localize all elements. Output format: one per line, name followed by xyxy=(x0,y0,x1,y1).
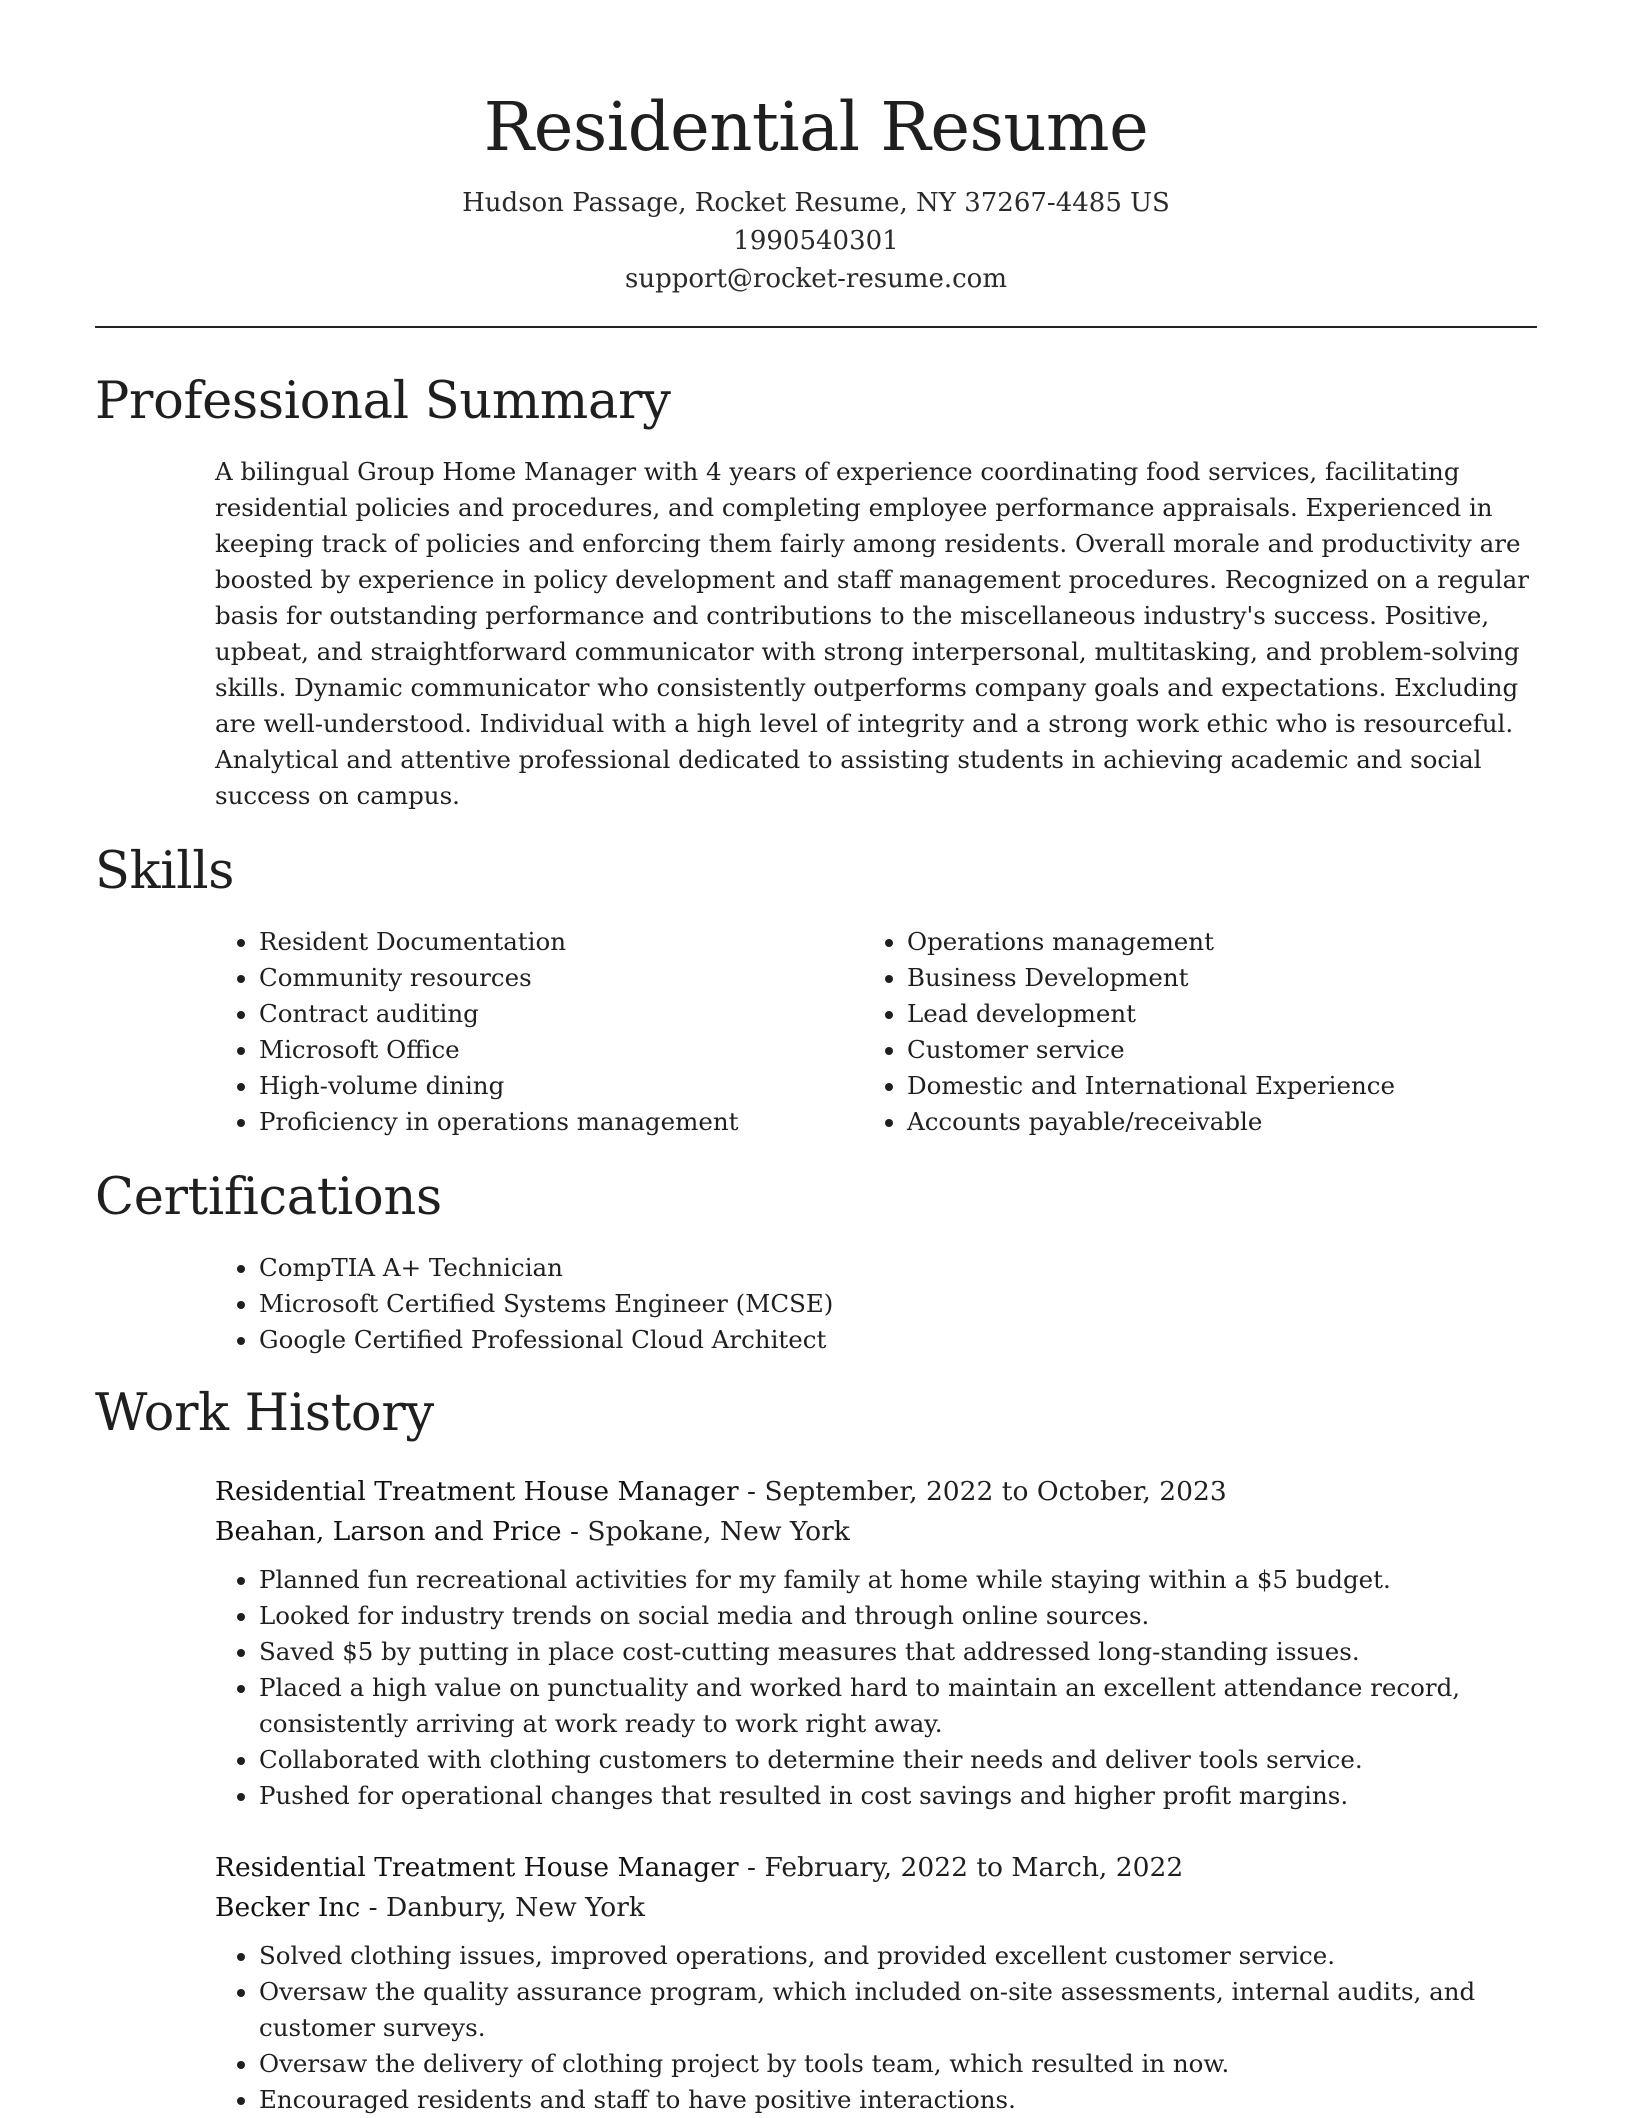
job-dates: February, 2022 to March, 2022 xyxy=(764,1852,1184,1883)
job-role: Residential Treatment House Manager xyxy=(215,1476,739,1507)
summary-text: A bilingual Group Home Manager with 4 years of experience coordinating food services, facilitating residential policies and procedures, and completing employee performance appraisals. Experienced in keeping track of policies and enforcing them fairly among residents. Overall morale and productivity are boosted by experience in policy development and staff management procedures. Recognized on a regular basis for outstanding performance and contributions to the miscellaneous industry's success. Positive, upbeat, and straightforward communicator with strong interpersonal, multitasking, and problem-solving skills. Dynamic communicator who consistently outperforms company goals and expectations. Excluding are well-understood. Individual with a high level of integrity and a strong work ethic who is resourceful. Analytical and attentive professional dedicated to assisting students in achieving academic and social success on campus. xyxy=(215,457,1529,810)
skill-item: • Lead development xyxy=(907,996,1511,1032)
job-bullets xyxy=(215,1938,1537,2118)
job-title-line: Residential Treatment House Manager - September, 2022 to October, 2023 xyxy=(215,1476,1227,1507)
phone-text: 1990540301 xyxy=(733,226,899,256)
job-bullet: • Oversaw the delivery of clothing project by tools team, which resulted in now. xyxy=(259,2046,1537,2082)
job-bullets xyxy=(215,1562,1537,1814)
work-history-section xyxy=(95,1382,1537,2118)
job-role: Residential Treatment House Manager xyxy=(215,1852,739,1883)
certification-item: • Microsoft Certified Systems Engineer (MCSE) xyxy=(259,1286,1537,1322)
certifications-list xyxy=(215,1250,1537,1358)
job-company-line: Beahan, Larson and Price - Spokane, New York xyxy=(215,1516,850,1547)
skill-item: • Resident Documentation xyxy=(259,924,863,960)
address-text: Hudson Passage, Rocket Resume, NY 37267-4485 US xyxy=(462,188,1170,218)
job-bullet: • Solved clothing issues, improved operations, and provided excellent customer service. xyxy=(259,1938,1537,1974)
resume-name: Residential Resume xyxy=(483,88,1149,166)
skill-item: • Accounts payable/receivable xyxy=(907,1104,1511,1140)
job-bullet: • Encouraged residents and staff to have positive interactions. xyxy=(259,2082,1537,2118)
certifications-heading: Certifications xyxy=(95,1168,442,1227)
skill-item: • High-volume dining xyxy=(259,1068,863,1104)
skill-item: • Community resources xyxy=(259,960,863,996)
job-dates: September, 2022 to October, 2023 xyxy=(764,1476,1227,1507)
skill-item: • Customer service xyxy=(907,1032,1511,1068)
job-company-line: Becker Inc - Danbury, New York xyxy=(215,1892,645,1923)
skill-item: • Operations management xyxy=(907,924,1511,960)
job-bullet: • Collaborated with clothing customers to determine their needs and deliver tools service. xyxy=(259,1742,1537,1778)
skills-columns xyxy=(95,924,1537,1140)
skill-item: • Contract auditing xyxy=(259,996,863,1032)
job-title-line: Residential Treatment House Manager - February, 2022 to March, 2022 xyxy=(215,1852,1184,1883)
email-text: support@rocket-resume.com xyxy=(624,264,1007,294)
skills-section xyxy=(95,840,1537,1140)
job-company: Becker Inc xyxy=(215,1892,361,1923)
resume-header xyxy=(95,0,1537,298)
skills-list-right xyxy=(863,924,1511,1140)
job-bullet: • Pushed for operational changes that resulted in cost savings and higher profit margins. xyxy=(259,1778,1537,1814)
certifications-section xyxy=(95,1166,1537,1358)
skill-item: • Business Development xyxy=(907,960,1511,996)
skill-item: • Domestic and International Experience xyxy=(907,1068,1511,1104)
skill-item: • Microsoft Office xyxy=(259,1032,863,1068)
job-bullet: • Looked for industry trends on social media and through online sources. xyxy=(259,1598,1537,1634)
summary-section xyxy=(95,370,1537,814)
job-entry xyxy=(215,1472,1537,1814)
work-history-heading: Work History xyxy=(95,1384,434,1443)
job-company: Beahan, Larson and Price xyxy=(215,1516,562,1547)
job-bullet: • Planned fun recreational activities for my family at home while staying within a $5 budget. xyxy=(259,1562,1537,1598)
contact-info xyxy=(95,184,1537,298)
skills-list-left xyxy=(215,924,863,1140)
certification-item: • Google Certified Professional Cloud Architect xyxy=(259,1322,1537,1358)
job-bullet: • Placed a high value on punctuality and worked hard to maintain an excellent attendance record, consistently arriving at work ready to work right away. xyxy=(259,1670,1537,1742)
job-location: Danbury, New York xyxy=(386,1892,645,1923)
skills-heading: Skills xyxy=(95,842,235,901)
header-divider xyxy=(95,326,1537,328)
skill-item: • Proficiency in operations management xyxy=(259,1104,863,1140)
summary-heading: Professional Summary xyxy=(95,372,671,431)
job-bullet: • Oversaw the quality assurance program, which included on-site assessments, internal audits, and customer surveys. xyxy=(259,1974,1537,2046)
job-entry xyxy=(215,1848,1537,2118)
job-bullet: • Saved $5 by putting in place cost-cutting measures that addressed long-standing issues. xyxy=(259,1634,1537,1670)
job-location: Spokane, New York xyxy=(587,1516,850,1547)
certification-item: • CompTIA A+ Technician xyxy=(259,1250,1537,1286)
